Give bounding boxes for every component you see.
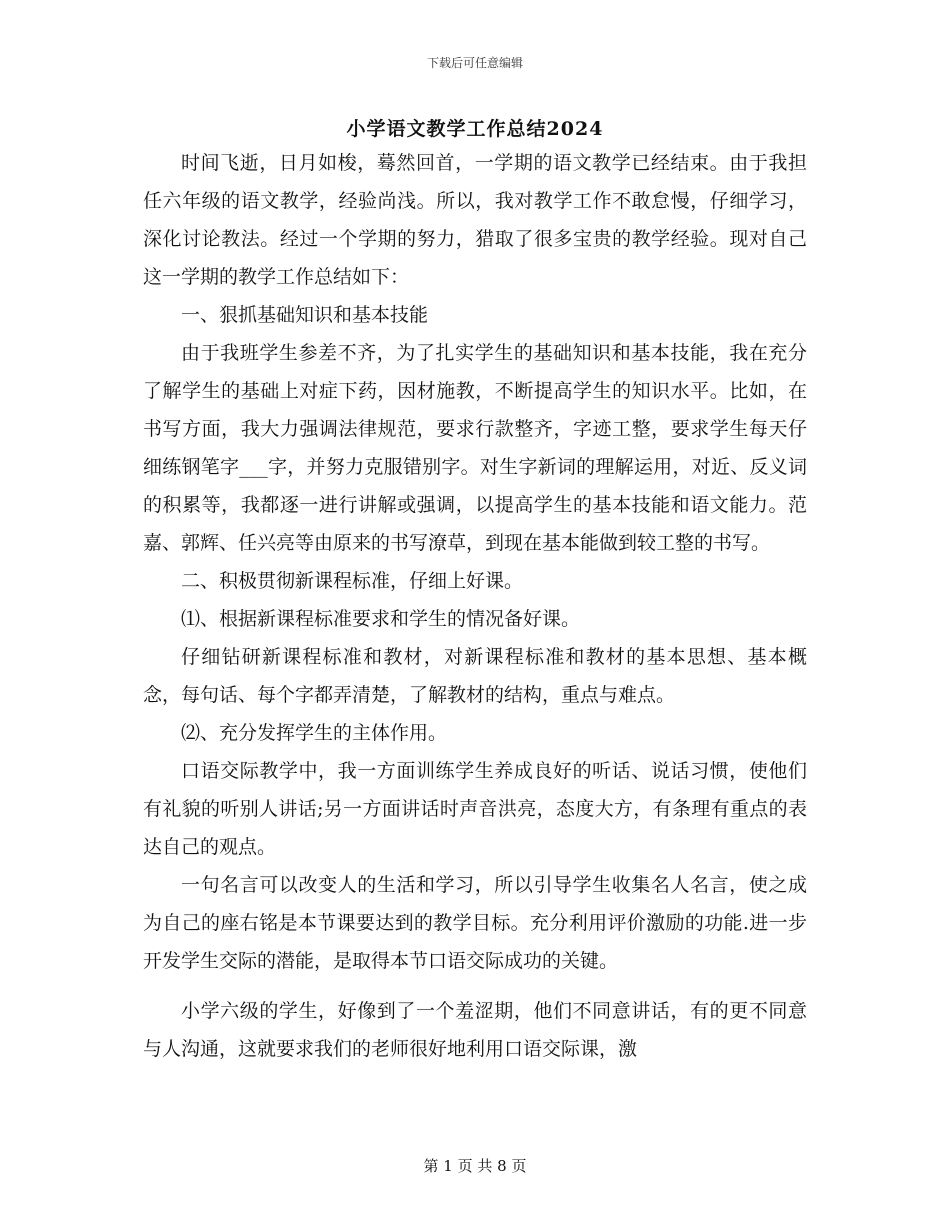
document-title: 小学语文教学工作总结2024 xyxy=(346,118,604,140)
paragraph-curriculum: 仔细钻研新课程标准和教材，对新课程标准和教材的基本思想、基本概念，每句话、每个字都弄清楚，了解教材的结构，重点与难点。 xyxy=(143,646,807,706)
subsection-heading-1: ⑴、根据新课程标准要求和学生的情况备好课。 xyxy=(181,608,581,630)
page-number: 第 1 页 共 8 页 xyxy=(423,1157,527,1175)
document-body xyxy=(143,144,807,1068)
page-header-note: 下载后可任意编辑 xyxy=(426,56,523,70)
section-heading-1: 一、狠抓基础知识和基本技能 xyxy=(181,304,429,326)
paragraph-oral: 口语交际教学中，我一方面训练学生养成良好的听话、说话习惯，使他们有礼貌的听别人讲话;另一方面讲话时声音洪亮，态度大方，有条理有重点的表达自己的观点。 xyxy=(143,760,807,858)
paragraph-sixth-grade: 小学六级的学生，好像到了一个羞涩期，他们不同意讲话，有的更不同意与人沟通，这就要求我们的老师很好地利用口语交际课，激 xyxy=(143,1000,807,1060)
paragraph-quotes: 一句名言可以改变人的生活和学习，所以引导学生收集名人名言，使之成为自己的座右铭是本节课要达到的教学目标。充分利用评价激励的功能.进一步开发学生交际的潜能，是取得本节口语交际成功的关键。 xyxy=(143,874,807,972)
paragraph-basics: 由于我班学生参差不齐，为了扎实学生的基础知识和基本技能，我在充分了解学生的基础上对症下药，因材施教，不断提高学生的知识水平。比如，在书写方面，我大力强调法律规范，要求行款整齐，字迹工整，要求学生每天仔细练钢笔字___字，并努力克服错别字。对生字新词的理解运用，对近、反义词的积累等，我都逐一进行讲解或强调，以提高学生的基本技能和语文能力。范嘉、郭辉、任兴亮等由原来的书写潦草，到现在基本能做到较工整的书写。 xyxy=(143,342,807,554)
section-heading-2: 二、积极贯彻新课程标准，仔细上好课。 xyxy=(181,570,524,592)
subsection-heading-2: ⑵、充分发挥学生的主体作用。 xyxy=(181,722,448,744)
paragraph-intro: 时间飞逝，日月如梭，蓦然回首，一学期的语文教学已经结束。由于我担任六年级的语文教学，经验尚浅。所以，我对教学工作不敢怠慢，仔细学习，深化讨论教法。经过一个学期的努力，猎取了很多宝贵的教学经验。现对自己这一学期的教学工作总结如下： xyxy=(143,152,807,288)
